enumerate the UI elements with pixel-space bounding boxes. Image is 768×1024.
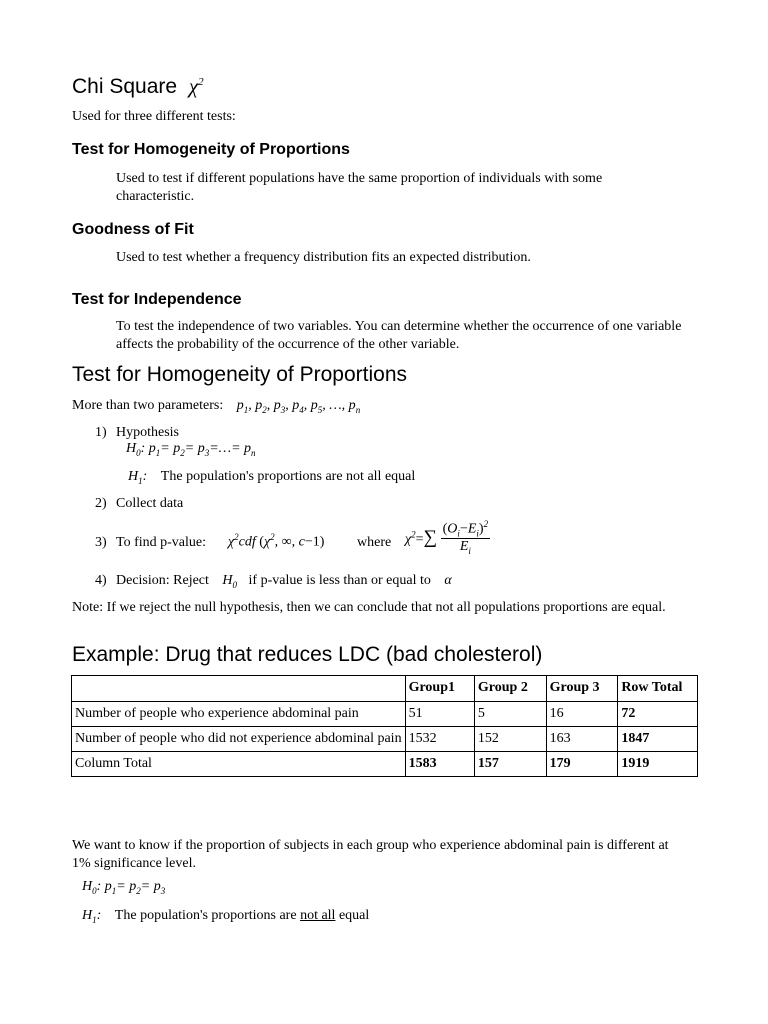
row-total-cell: 1847 [618, 727, 698, 752]
example-h1-text-pre: The population's proportions are [114, 908, 297, 923]
fraction-numerator: $(O_i-E_i)^2$ [442, 519, 489, 539]
table-cell: 163 [546, 727, 618, 752]
example-h1-text-post: equal [338, 908, 370, 923]
table-header-row [72, 676, 698, 702]
example-h1-symbol: $H_1$: [82, 908, 102, 925]
test-desc-goodness-of-fit: Used to test whether a frequency distribution fits an expected distribution. [116, 250, 531, 265]
test-heading-independence: Test for Independence [72, 291, 242, 308]
null-hypothesis-formula: $H_0$: $p_1= p_2=$ $p_3=\dots= p_n$ [126, 441, 256, 458]
column-total-cell: 157 [474, 752, 546, 777]
alt-hypothesis-line [128, 468, 415, 490]
chi-glyph: χ [188, 74, 199, 98]
table-row [72, 727, 698, 752]
example-question: We want to know if the proportion of subjects in each group who experience abdominal pain is different at 1% significance level. [72, 838, 669, 871]
column-total-cell: 179 [546, 752, 618, 777]
section-heading-homogeneity: Test for Homogeneity of Proportions [72, 363, 407, 386]
header-cell-empty [72, 676, 406, 702]
step-4-h0-symbol: $H_0$ [222, 573, 238, 590]
row-label: Number of people who did not experience abdominal pain [72, 727, 406, 752]
alpha-symbol: α [444, 573, 452, 588]
null-rejection-note: Note: If we reject the null hypothesis, then we can conclude that not all populations proportions are equal. [72, 600, 666, 615]
row-total-cell: 72 [618, 702, 698, 727]
params-formula: $p_1$, $p_2$, $p_3$, $p_4$, $p_5$, …, $p_n$ [236, 398, 361, 415]
fraction-denominator: $E_i$ [459, 539, 471, 557]
chi-symbol [189, 74, 204, 98]
header-cell-group1: Group1 [405, 676, 474, 702]
column-total-cell: 1583 [405, 752, 474, 777]
step-2-label: Collect data [116, 496, 184, 511]
params-label: More than two parameters: [72, 398, 224, 413]
example-alt-hypothesis [82, 907, 369, 929]
example-heading: Example: Drug that reduces LDC (bad cholesterol) [72, 643, 543, 666]
chi-exponent: 2 [198, 76, 204, 88]
table-cell: 51 [405, 702, 474, 727]
row-label: Number of people who experience abdominal pain [72, 702, 406, 727]
header-cell-group2: Group 2 [474, 676, 546, 702]
grand-total-cell: 1919 [618, 752, 698, 777]
header-cell-row-total: Row Total [618, 676, 698, 702]
table-cell: 16 [546, 702, 618, 727]
test-desc-independence: To test the independence of two variables. You can determine whether the occurrence of one variable affects the probability of the occurrence of the other variable. [116, 319, 682, 352]
step-4-condition: if p-value is less than or equal to [248, 573, 431, 588]
test-desc-homogeneity: Used to test if different populations have the same proportion of individuals with some characteristic. [116, 171, 603, 204]
step-1-number: 1) [95, 425, 107, 440]
table-cell: 1532 [405, 727, 474, 752]
row-label: Column Total [72, 752, 406, 777]
data-table [71, 675, 698, 777]
page-title [72, 74, 204, 99]
chi-square-statistic-formula: $\chi^2=\sum$ $\frac{(O_i-E_i)^2}{E_i}$ [405, 519, 489, 557]
step-3-label: To find p-value: [116, 535, 206, 550]
table-row-column-total [72, 752, 698, 777]
example-h1-underlined: not all [300, 908, 336, 923]
example-null-hypothesis: $H_0$: $p_1= p_2= p_3$ [82, 879, 166, 896]
step-4-number: 4) [95, 573, 107, 588]
where-label: where [357, 535, 392, 550]
chi2cdf-formula: $\chi^2cdf$ ($\chi^2$, ∞, c−1) [228, 532, 325, 550]
header-cell-group3: Group 3 [546, 676, 618, 702]
step-1-label: Hypothesis [116, 425, 179, 440]
table-cell: 5 [474, 702, 546, 727]
step-4-reject: Decision: Reject [116, 573, 209, 588]
test-heading-homogeneity: Test for Homogeneity of Proportions [72, 141, 350, 158]
chi-square-fraction [441, 519, 490, 556]
alt-hypothesis-text: The population's proportions are not all equal [160, 469, 416, 484]
table-cell: 152 [474, 727, 546, 752]
test-heading-goodness-of-fit: Goodness of Fit [72, 221, 194, 238]
step-3-number: 3) [95, 535, 107, 550]
step-4-line [116, 572, 452, 594]
intro-text: Used for three different tests: [72, 109, 236, 124]
page-title-text: Chi Square [72, 75, 178, 98]
params-line [72, 397, 360, 419]
alt-hypothesis-symbol: $H_1$: [128, 469, 148, 486]
table-row [72, 702, 698, 727]
step-2-number: 2) [95, 496, 107, 511]
